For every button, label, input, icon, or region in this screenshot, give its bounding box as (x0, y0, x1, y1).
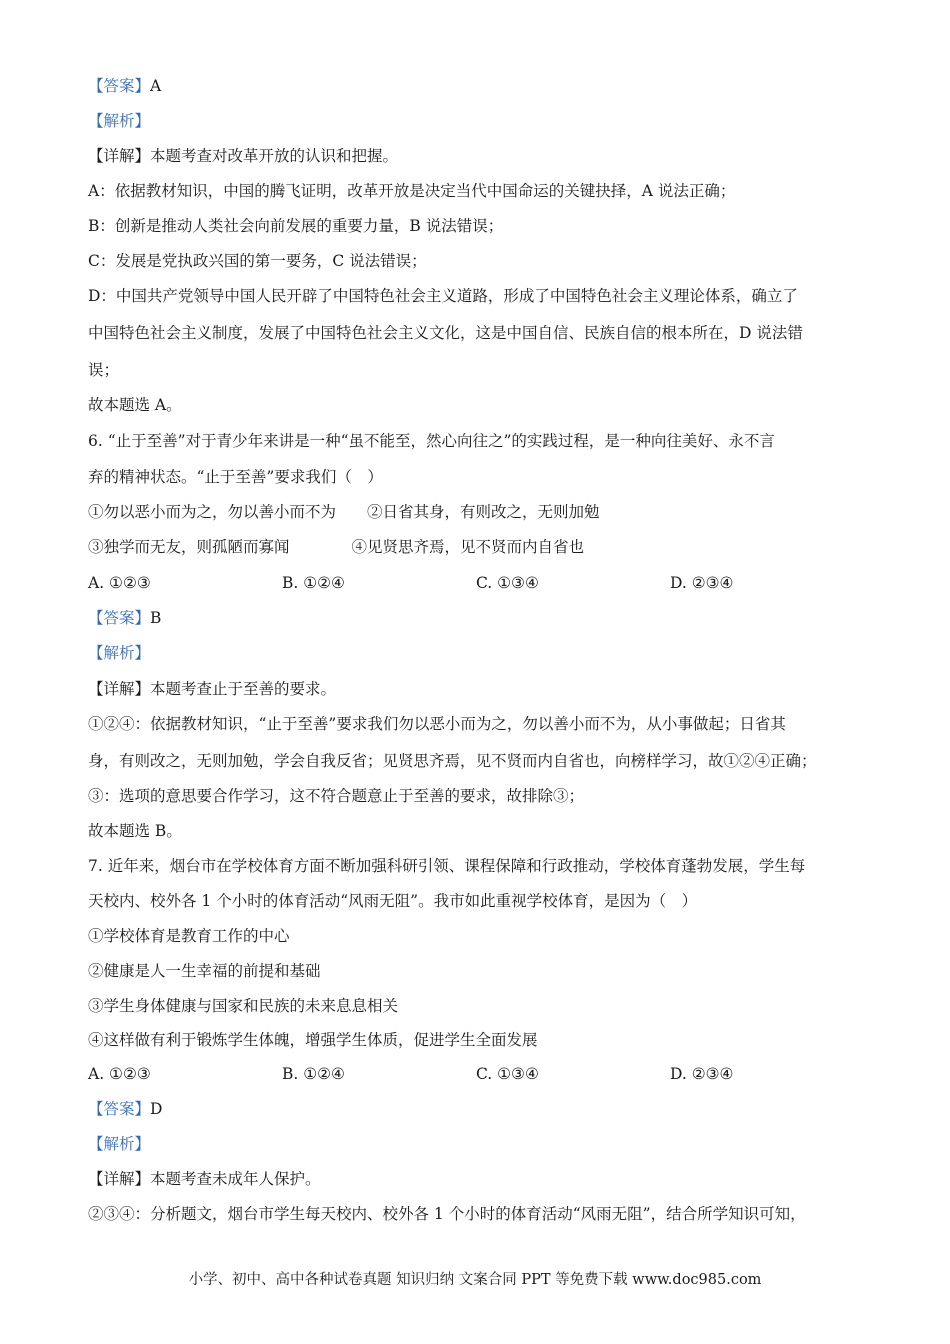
analysis-tag: 【解析】 (88, 112, 151, 130)
answer-tag: 【答案】 (88, 609, 151, 627)
statement-line: ①勿以恶小而为之，勿以善小而不为 ②日省其身，有则改之，无则加勉 (88, 503, 600, 521)
conclusion-line: 故本题选 A。 (88, 396, 182, 414)
statement-line: ③独学而无友，则孤陋而寡闻 ④见贤思齐焉，见不贤而内自省也 (88, 538, 585, 556)
explanation-line: 身，有则改之，无则加勉，学会自我反省；见贤思齐焉，见不贤而内自省也，向榜样学习，故①②④正确； (88, 752, 817, 770)
option-d: D. ②③④ (670, 1065, 734, 1083)
analysis-line (88, 643, 150, 663)
explanation-line: B：创新是推动人类社会向前发展的重要力量，B 说法错误； (88, 217, 504, 235)
option-b: B. ①②④ (282, 1065, 345, 1083)
option-d: D. ②③④ (670, 574, 734, 592)
answer-tag: 【答案】 (88, 1100, 151, 1118)
explanation-line: ①②④：依据教材知识，“止于至善”要求我们勿以恶小而为之，勿以善小而不为，从小事做起；日省其 (88, 715, 786, 733)
detail-line (88, 679, 336, 699)
answer-tag: 【答案】 (88, 77, 151, 95)
explanation-line: ③：选项的意思要合作学习，这不符合题意止于至善的要求，故排除③； (88, 787, 585, 805)
detail-line (88, 146, 398, 166)
detail-line (88, 1169, 321, 1189)
statement-line: ④这样做有利于锻炼学生体魄，增强学生体质，促进学生全面发展 (88, 1031, 538, 1049)
statement-line: ③学生身体健康与国家和民族的未来息息相关 (88, 997, 399, 1015)
answer-value: B (150, 609, 162, 627)
statement-line: ①学校体育是教育工作的中心 (88, 927, 290, 945)
explanation-line: D：中国共产党领导中国人民开辟了中国特色社会主义道路，形成了中国特色社会主义理论体系，确立了 (88, 287, 798, 305)
analysis-tag: 【解析】 (88, 644, 151, 662)
question-stem: 天校内、校外各 1 个小时的体育活动“风雨无阻”。我市如此重视学校体育，是因为（ ） (88, 892, 698, 910)
explanation-line: 中国特色社会主义制度，发展了中国特色社会主义文化，这是中国自信、民族自信的根本所在，D 说法错 (88, 324, 803, 342)
statement-line: ②健康是人一生幸福的前提和基础 (88, 962, 321, 980)
analysis-line (88, 1134, 150, 1154)
answer-line (88, 1099, 162, 1119)
option-c: C. ①③④ (476, 574, 539, 592)
answer-line (88, 76, 161, 96)
question-stem: 弃的精神状态。“止于至善”要求我们（ ） (88, 468, 383, 486)
option-c: C. ①③④ (476, 1065, 539, 1083)
answer-value: A (150, 77, 162, 95)
analysis-line (88, 111, 150, 131)
detail-text: 本题考查未成年人保护。 (150, 1170, 321, 1188)
question-stem: 7. 近年来，烟台市在学校体育方面不断加强科研引领、课程保障和行政推动，学校体育蓬勃发展，学生每 (88, 857, 806, 875)
explanation-line: ②③④：分析题文，烟台市学生每天校内、校外各 1 个小时的体育活动“风雨无阻”，结合所学知识可知， (88, 1205, 806, 1223)
option-b: B. ①②④ (282, 574, 345, 592)
detail-text: 本题考查止于至善的要求。 (150, 680, 337, 698)
explanation-line: A：依据教材知识，中国的腾飞证明，改革开放是决定当代中国命运的关键抉择，A 说法正确； (88, 182, 736, 200)
option-a: A. ①②③ (88, 1065, 151, 1083)
detail-tag: 【详解】 (88, 1170, 151, 1188)
option-a: A. ①②③ (88, 574, 151, 592)
page-footer: 小学、初中、高中各种试卷真题 知识归纳 文案合同 PPT 等免费下载 www.doc985.com (188, 1272, 762, 1288)
question-stem: 6. “止于至善”对于青少年来讲是一种“虽不能至，然心向往之”的实践过程，是一种向往美好、永不言 (88, 432, 775, 450)
answer-line (88, 608, 161, 628)
detail-text: 本题考查对改革开放的认识和把握。 (150, 147, 399, 165)
explanation-line: C：发展是党执政兴国的第一要务，C 说法错误； (88, 252, 427, 270)
detail-tag: 【详解】 (88, 680, 151, 698)
explanation-line: 误； (88, 361, 120, 379)
detail-tag: 【详解】 (88, 147, 151, 165)
analysis-tag: 【解析】 (88, 1135, 151, 1153)
conclusion-line: 故本题选 B。 (88, 822, 182, 840)
answer-value: D (150, 1100, 163, 1118)
